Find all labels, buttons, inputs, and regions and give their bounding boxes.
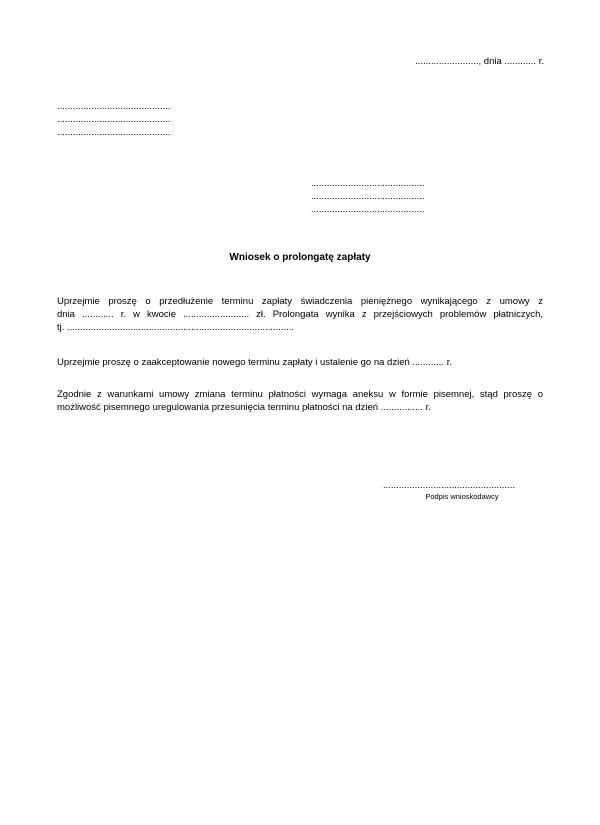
signature-line: ..................................................: [383, 480, 515, 491]
recipient-address-block: [311, 177, 425, 216]
recipient-line-1: ...........................................: [311, 178, 425, 189]
sender-address-block: [57, 100, 171, 139]
paragraph-annex-requirement: [57, 388, 543, 414]
sender-line-2: ...........................................: [57, 114, 171, 125]
recipient-line-2: ...........................................: [311, 191, 425, 202]
paragraph-1-line-1: Uprzejmie proszę o przedłużenie terminu zapłaty świadczenia pieniężnego wynikającego z umowy z: [57, 296, 543, 307]
paragraph-1-line-3: tj. ......................................................................................: [57, 322, 295, 333]
paragraph-new-date-request: [57, 356, 543, 369]
paragraph-3-line-2: możliwość pisemnego uregulowania przesunięcia terminu płatności na dzień ................ r.: [57, 402, 431, 413]
document-title: Wniosek o prolongatę zapłaty: [229, 252, 371, 263]
place-date-line: ........................, dnia ............ r.: [415, 56, 544, 67]
paragraph-2-line-1: Uprzejmie proszę o zaakceptowanie nowego terminu zapłaty i ustalenie go na dzień ............ r.: [57, 357, 452, 368]
paragraph-extension-request: [57, 295, 543, 334]
paragraph-1-line-2: dnia ............ r. w kwocie ......................... zł. Prolongata wynika z przejściowych problemów płatniczych,: [57, 309, 543, 320]
sender-line-1: ...........................................: [57, 101, 171, 112]
recipient-line-3: ...........................................: [311, 204, 425, 215]
sender-line-3: ...........................................: [57, 127, 171, 138]
paragraph-3-line-1: Zgodnie z warunkami umowy zmiana terminu płatności wymaga aneksu w formie pisemnej, stąd proszę o: [57, 389, 543, 400]
signature-label: Podpis wnioskodawcy: [425, 492, 499, 501]
